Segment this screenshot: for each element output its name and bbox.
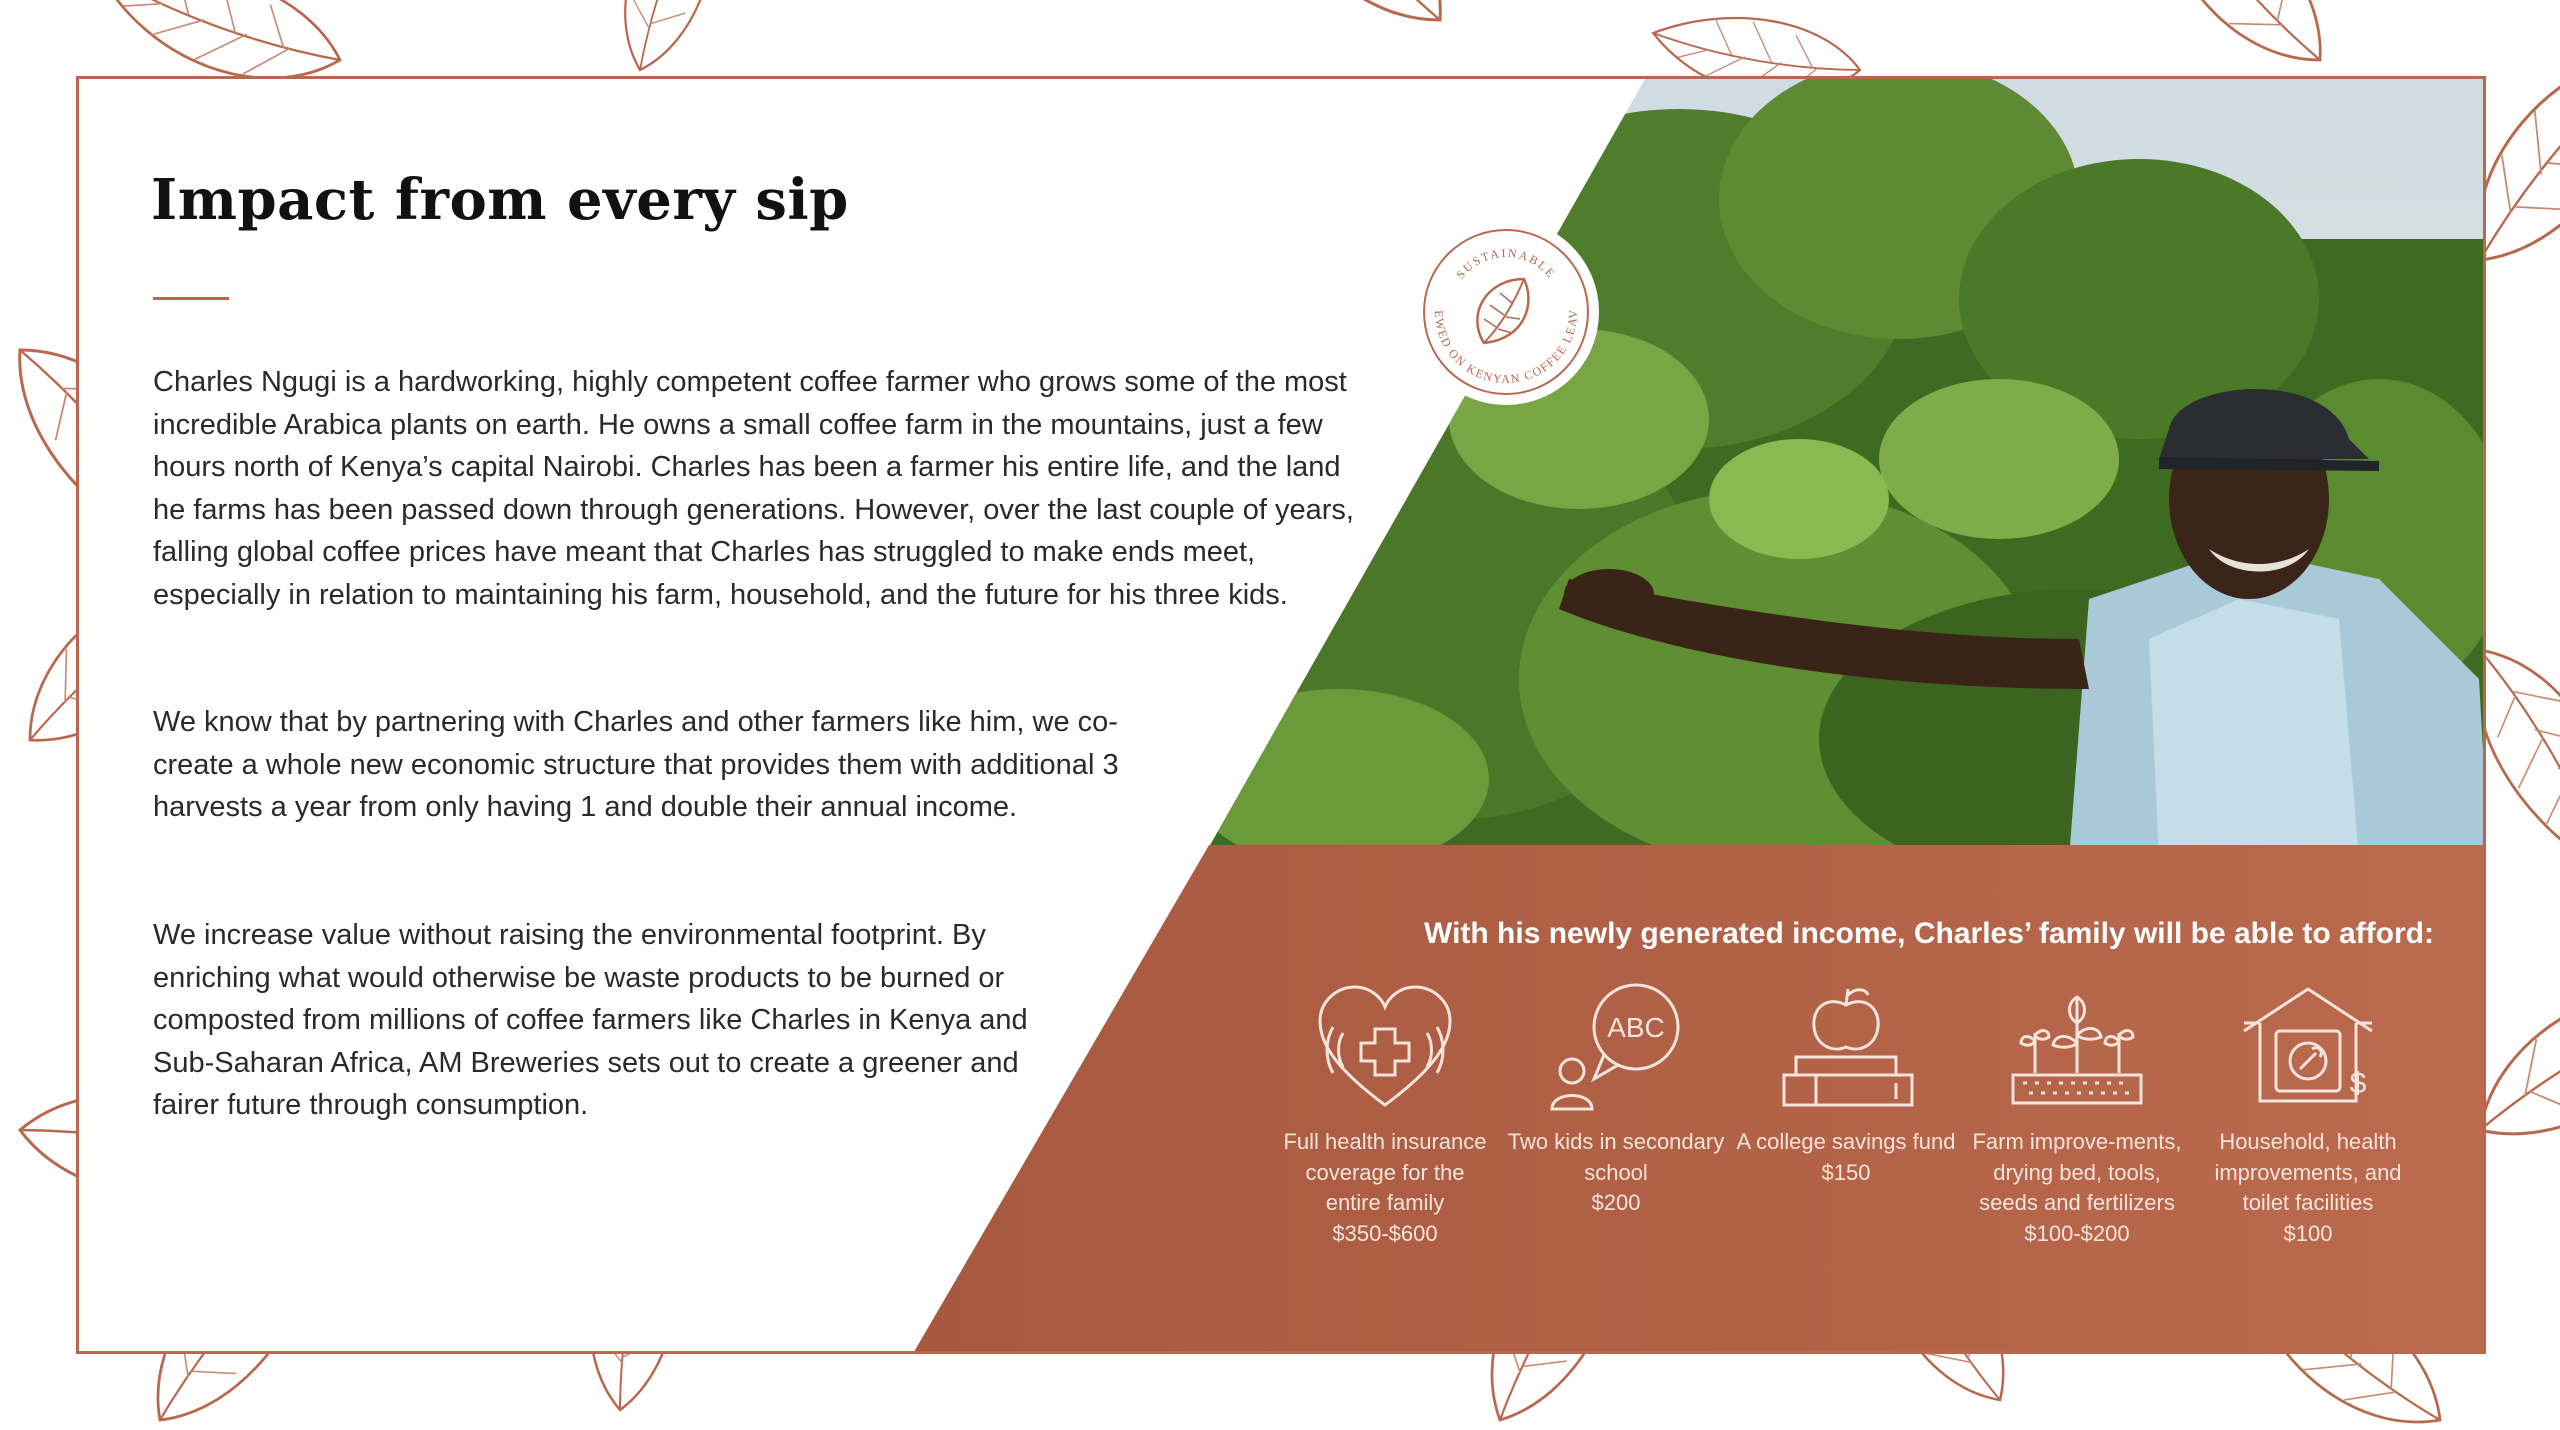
content-card <box>76 76 2486 1354</box>
story-paragraph-2: We know that by partnering with Charles and other farmers like him, we co-create a whole new economic structure that provides them with additional 3 harvests a year from only having 1 and double their annual income. <box>153 706 1119 823</box>
afford-item-value: $200 <box>1591 1190 1641 1215</box>
afford-item-college <box>1736 983 1956 1188</box>
afford-item-label: Household, health improvements, and toilet facilities <box>2214 1129 2402 1215</box>
svg-text:ABC: ABC <box>1607 1012 1665 1043</box>
badge-emblem <box>1413 219 1599 405</box>
afford-item-label: Full health insurance coverage for the entire family <box>1283 1129 1487 1215</box>
afford-item-health <box>1275 983 1495 1249</box>
coffee-leaf-icon <box>1477 279 1528 343</box>
health-heart-icon <box>1315 983 1455 1113</box>
school-abc-icon <box>1546 983 1686 1113</box>
house-repair-icon <box>2238 983 2378 1113</box>
afford-item-value: $150 <box>1821 1159 1871 1185</box>
farm-plants-icon <box>2007 983 2147 1113</box>
sustainable-badge <box>1413 219 1599 405</box>
afford-item-school <box>1506 983 1726 1219</box>
story-paragraph-1: Charles Ngugi is a hardworking, highly competent coffee farmer who grows some of the most incredible Arabica plants on earth. He owns a small coffee farm in the mountains, just a few hours north of Kenya’s capital Nairobi. Charles has been a farmer his entire life, and the land he farms has been passed down through generations. However, over the last couple of years, falling global coffee prices have meant that Charles has struggled to make ends meet, especially in relation to maintaining his farm, household, and the future for his three kids. <box>153 366 1354 611</box>
afford-item-household <box>2198 983 2418 1249</box>
books-apple-icon <box>1776 983 1916 1113</box>
afford-item-label: Farm improve-ments, drying bed, tools, seeds and fertilizers <box>1972 1129 2182 1215</box>
title-divider <box>153 297 229 300</box>
afford-item-value: $100 <box>2283 1220 2333 1246</box>
badge-top-text: SUSTAINABLE <box>1453 245 1559 282</box>
svg-text:$: $ <box>2349 1067 2367 1100</box>
afford-item-farm <box>1967 983 2187 1249</box>
page-title: Impact from every sip <box>151 167 849 233</box>
afford-item-label: A college savings fund <box>1736 1129 1956 1154</box>
afford-item-label: Two kids in secondary school <box>1507 1129 1725 1185</box>
afford-item-value: $100-$200 <box>2024 1220 2130 1246</box>
afford-item-value: $350-$600 <box>1332 1220 1438 1246</box>
story-paragraph-3: We increase value without raising the environmental footprint. By enriching what would otherwise be waste products to be burned or composted from millions of coffee farmers like Charles in Kenya and Sub-Saharan Africa, AM Breweries sets out to create a greener and fairer future through consumption. <box>153 919 1028 1121</box>
badge-bottom-text: EWED ON KENYAN COFFEE LEAV <box>1431 308 1581 386</box>
afford-heading: With his newly generated income, Charles’ family will be able to afford: <box>1424 917 2434 950</box>
